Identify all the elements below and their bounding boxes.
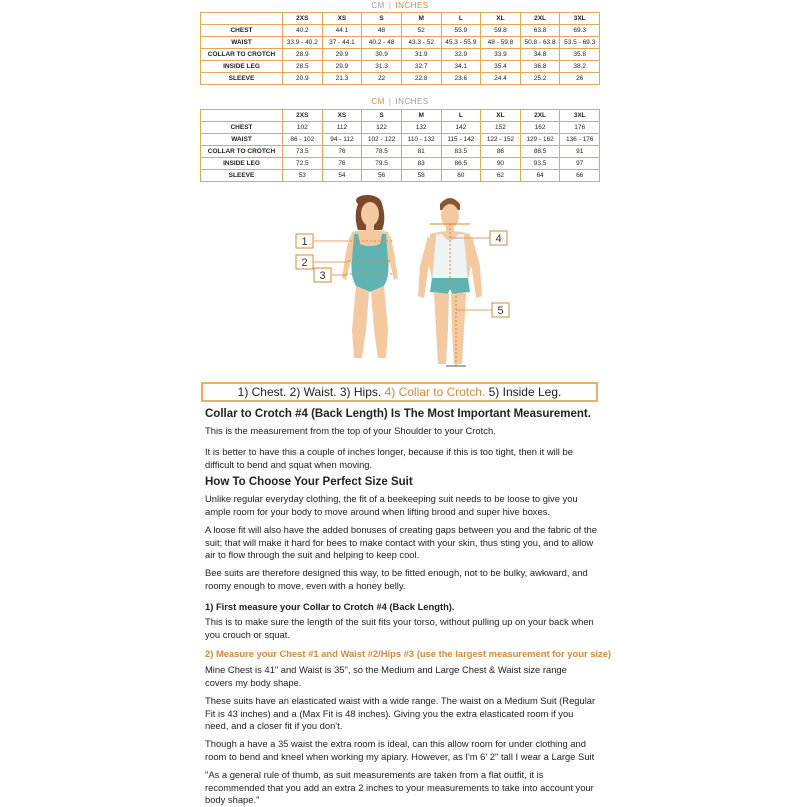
table-cell: 76 [322, 146, 362, 158]
table-cell: 122 [362, 122, 402, 134]
unit-cm[interactable]: CM [371, 97, 385, 106]
table-cell: 79.5 [362, 158, 402, 170]
table-cell: 66 [560, 170, 600, 182]
marker-3 [314, 268, 331, 282]
table-cell: 53 [283, 170, 323, 182]
table-cell: 76 [322, 158, 362, 170]
paragraph-10: "As a general rule of thumb, as suit measurements are taken from a flat outfit, it is recommended that you add an extra 2 inches to your measurements to take into account your body shape." [205, 769, 594, 805]
table-cell: 90 [481, 158, 521, 170]
table-row [201, 134, 600, 146]
table-cell: 78.5 [362, 146, 402, 158]
table-cell: 28.5 [283, 61, 323, 73]
paragraph-4: A loose fit will also have the added bonuses of creating gaps between you and the fabric of the suit; that will make it hard for bees to make contact with your skin, thus sting you, and to allow air to flow through the suit and helping to keep cool. [205, 524, 597, 560]
table-cell: 112 [322, 122, 362, 134]
row-label: INSIDE LEG [201, 158, 283, 170]
table-cell: 142 [441, 122, 481, 134]
table-cell: 48 - 59.8 [481, 37, 521, 49]
size-header: 2XS [283, 110, 323, 122]
unit-inches[interactable]: INCHES [395, 97, 429, 106]
male-figure [418, 198, 482, 366]
row-label: COLLAR TO CROTCH [201, 146, 283, 158]
row-label: CHEST [201, 122, 283, 134]
row-label: SLEEVE [201, 170, 283, 182]
marker-5 [492, 303, 509, 317]
marker-2 [296, 255, 313, 269]
table-cell: 40.2 - 48 [362, 37, 402, 49]
table2-unit-toggle [0, 97, 800, 106]
table-cell: 53.5 - 69.3 [560, 37, 600, 49]
table-cell: 152 [481, 122, 521, 134]
table-cell: 136 - 176 [560, 134, 600, 146]
table-row [201, 25, 600, 37]
row-label: WAIST [201, 134, 283, 146]
size-header: L [441, 13, 481, 25]
table-cell: 59.8 [481, 25, 521, 37]
table-row [201, 49, 600, 61]
table-cell: 31.9 [401, 49, 441, 61]
size-header: XL [481, 13, 521, 25]
size-header: L [441, 110, 481, 122]
marker-4-label: 4 [495, 233, 502, 245]
table-header-row [201, 13, 600, 25]
table-cell: 64 [520, 170, 560, 182]
table-cell: 122 - 152 [481, 134, 521, 146]
table-cell: 29.9 [322, 49, 362, 61]
table-cell: 22 [362, 73, 402, 85]
table-cell: 54 [322, 170, 362, 182]
table-cell: 28.9 [283, 49, 323, 61]
table-row [201, 170, 600, 182]
table-cell: 21.3 [322, 73, 362, 85]
corner-cell [201, 110, 283, 122]
table-cell: 22.8 [401, 73, 441, 85]
size-header: 2XL [520, 110, 560, 122]
heading-how-to-choose: How To Choose Your Perfect Size Suit [205, 476, 413, 488]
marker-1-label: 1 [301, 236, 308, 248]
table-cell: 63.8 [520, 25, 560, 37]
table-cell: 33.9 [481, 49, 521, 61]
table-cell: 26 [560, 73, 600, 85]
size-table-cm [200, 109, 600, 182]
size-header: 3XL [560, 110, 600, 122]
table-cell: 29.9 [322, 61, 362, 73]
size-header: M [401, 13, 441, 25]
table-cell: 162 [520, 122, 560, 134]
table-cell: 86.5 [441, 158, 481, 170]
table-row [201, 158, 600, 170]
table-cell: 86 [481, 146, 521, 158]
table-cell: 83.5 [441, 146, 481, 158]
table-cell: 32.7 [401, 61, 441, 73]
table-cell: 48 [362, 25, 402, 37]
table-cell: 24.4 [481, 73, 521, 85]
size-header: XS [322, 13, 362, 25]
size-header: 3XL [560, 13, 600, 25]
legend-part1: 1) Chest. 2) Waist. 3) Hips. [237, 385, 382, 399]
unit-inches[interactable]: INCHES [395, 1, 429, 10]
table-cell: 45.3 - 55.9 [441, 37, 481, 49]
table-cell: 73.5 [283, 146, 323, 158]
female-figure [342, 195, 398, 358]
table-cell: 32.9 [441, 49, 481, 61]
paragraph-8: These suits have an elasticated waist with a wide range. The waist on a Medium Suit (Regular Fit is 43 inches) and a (Max Fit is 48 inches). Giving you the extra elasticated room if you need, and a closer fit if you don't. [205, 695, 596, 731]
table-cell: 38.2 [560, 61, 600, 73]
table-row [201, 146, 600, 158]
table-cell: 110 - 132 [401, 134, 441, 146]
table-cell: 37 - 44.1 [322, 37, 362, 49]
step-1-heading: 1) First measure your Collar to Crotch #4 (Back Length). [205, 601, 455, 612]
table-row [201, 37, 600, 49]
table-row [201, 61, 600, 73]
marker-2-label: 2 [301, 257, 308, 269]
paragraph-7: Mine Chest is 41" and Waist is 35", so the Medium and Large Chest & Waist size range covers my body shape. [205, 664, 567, 688]
size-header: S [362, 13, 402, 25]
table-cell: 34.8 [520, 49, 560, 61]
unit-separator: | [388, 1, 392, 10]
legend-part2: 5) Inside Leg. [488, 385, 562, 399]
row-label: COLLAR TO CROTCH [201, 49, 283, 61]
table-cell: 52 [401, 25, 441, 37]
table-cell: 97 [560, 158, 600, 170]
table-cell: 35.4 [481, 61, 521, 73]
table-cell: 56 [362, 170, 402, 182]
size-header: XS [322, 110, 362, 122]
table-cell: 40.2 [283, 25, 323, 37]
heading-collar-to-crotch: Collar to Crotch #4 (Back Length) Is The Most Important Measurement. [205, 408, 591, 420]
table1-unit-toggle [0, 1, 800, 10]
table-cell: 62 [481, 170, 521, 182]
size-header: 2XL [520, 13, 560, 25]
row-label: WAIST [201, 37, 283, 49]
corner-cell [201, 13, 283, 25]
paragraph-5: Bee suits are therefore designed this way, to be fitted enough, not to be bulky, awkward, and roomy enough to move, even with a honey belly. [205, 567, 588, 591]
step-2-heading: 2) Measure your Chest #1 and Waist #2/Hips #3 (use the largest measurement for your size) [205, 648, 612, 659]
table-cell: 34.1 [441, 61, 481, 73]
table-cell: 176 [560, 122, 600, 134]
size-header: M [401, 110, 441, 122]
table-cell: 72.5 [283, 158, 323, 170]
table-cell: 55.9 [441, 25, 481, 37]
table-cell: 30.9 [362, 49, 402, 61]
table-cell: 31.3 [362, 61, 402, 73]
paragraph-1: This is the measurement from the top of your Shoulder to your Crotch. [205, 425, 496, 436]
legend-highlight: 4) Collar to Crotch. [384, 385, 486, 399]
table-cell: 83 [401, 158, 441, 170]
marker-3-label: 3 [319, 270, 326, 282]
size-header: S [362, 110, 402, 122]
unit-separator: | [388, 97, 392, 106]
measurement-figures [280, 190, 520, 372]
row-label: CHEST [201, 25, 283, 37]
table-cell: 60 [441, 170, 481, 182]
paragraph-9: Though a have a 35 waist the extra room is ideal, can this allow room for under clothing and room to bend and kneel when working my apiary. However, as I'm 6' 2" tall I wear a Large Suit [205, 738, 595, 762]
table-cell: 81 [401, 146, 441, 158]
table-cell: 102 - 122 [362, 134, 402, 146]
table-cell: 102 [283, 122, 323, 134]
table-cell: 44.1 [322, 25, 362, 37]
row-label: SLEEVE [201, 73, 283, 85]
paragraph-2: It is better to have this a couple of inches longer, because if this is too tight, then it will be difficult to bend and squat when moving. [205, 446, 573, 470]
table-cell: 88.5 [520, 146, 560, 158]
table-cell: 94 - 112 [322, 134, 362, 146]
paragraph-6: This is to make sure the length of the suit fits your torso, without pulling up on your back when you crouch or squat. [205, 616, 594, 640]
table-cell: 69.3 [560, 25, 600, 37]
row-label: INSIDE LEG [201, 61, 283, 73]
paragraph-3: Unlike regular everyday clothing, the fit of a beekeeping suit needs to be loose to give you ample room for your body to move around when lifting brood and super hive boxes. [205, 493, 578, 517]
size-header: XL [481, 110, 521, 122]
table-cell: 35.8 [560, 49, 600, 61]
table-cell: 86 - 102 [283, 134, 323, 146]
table-header-row [201, 110, 600, 122]
table-cell: 132 [401, 122, 441, 134]
unit-cm[interactable]: CM [371, 1, 385, 10]
table-cell: 23.6 [441, 73, 481, 85]
marker-1 [296, 234, 313, 248]
table-cell: 36.8 [520, 61, 560, 73]
table-cell: 93.5 [520, 158, 560, 170]
marker-4 [490, 231, 507, 245]
table-cell: 58 [401, 170, 441, 182]
table-cell: 129 - 162 [520, 134, 560, 146]
marker-5-label: 5 [497, 305, 504, 317]
size-table-inches [200, 12, 600, 85]
table-row [201, 73, 600, 85]
measurement-legend [201, 382, 598, 402]
size-header: 2XS [283, 13, 323, 25]
table-cell: 25.2 [520, 73, 560, 85]
table-row [201, 122, 600, 134]
table-cell: 43.3 - 52 [401, 37, 441, 49]
table-cell: 50.8 - 63.8 [520, 37, 560, 49]
table-cell: 33.9 - 40.2 [283, 37, 323, 49]
table-cell: 115 - 142 [441, 134, 481, 146]
table-cell: 20.9 [283, 73, 323, 85]
table-cell: 91 [560, 146, 600, 158]
body-diagram [280, 190, 520, 372]
